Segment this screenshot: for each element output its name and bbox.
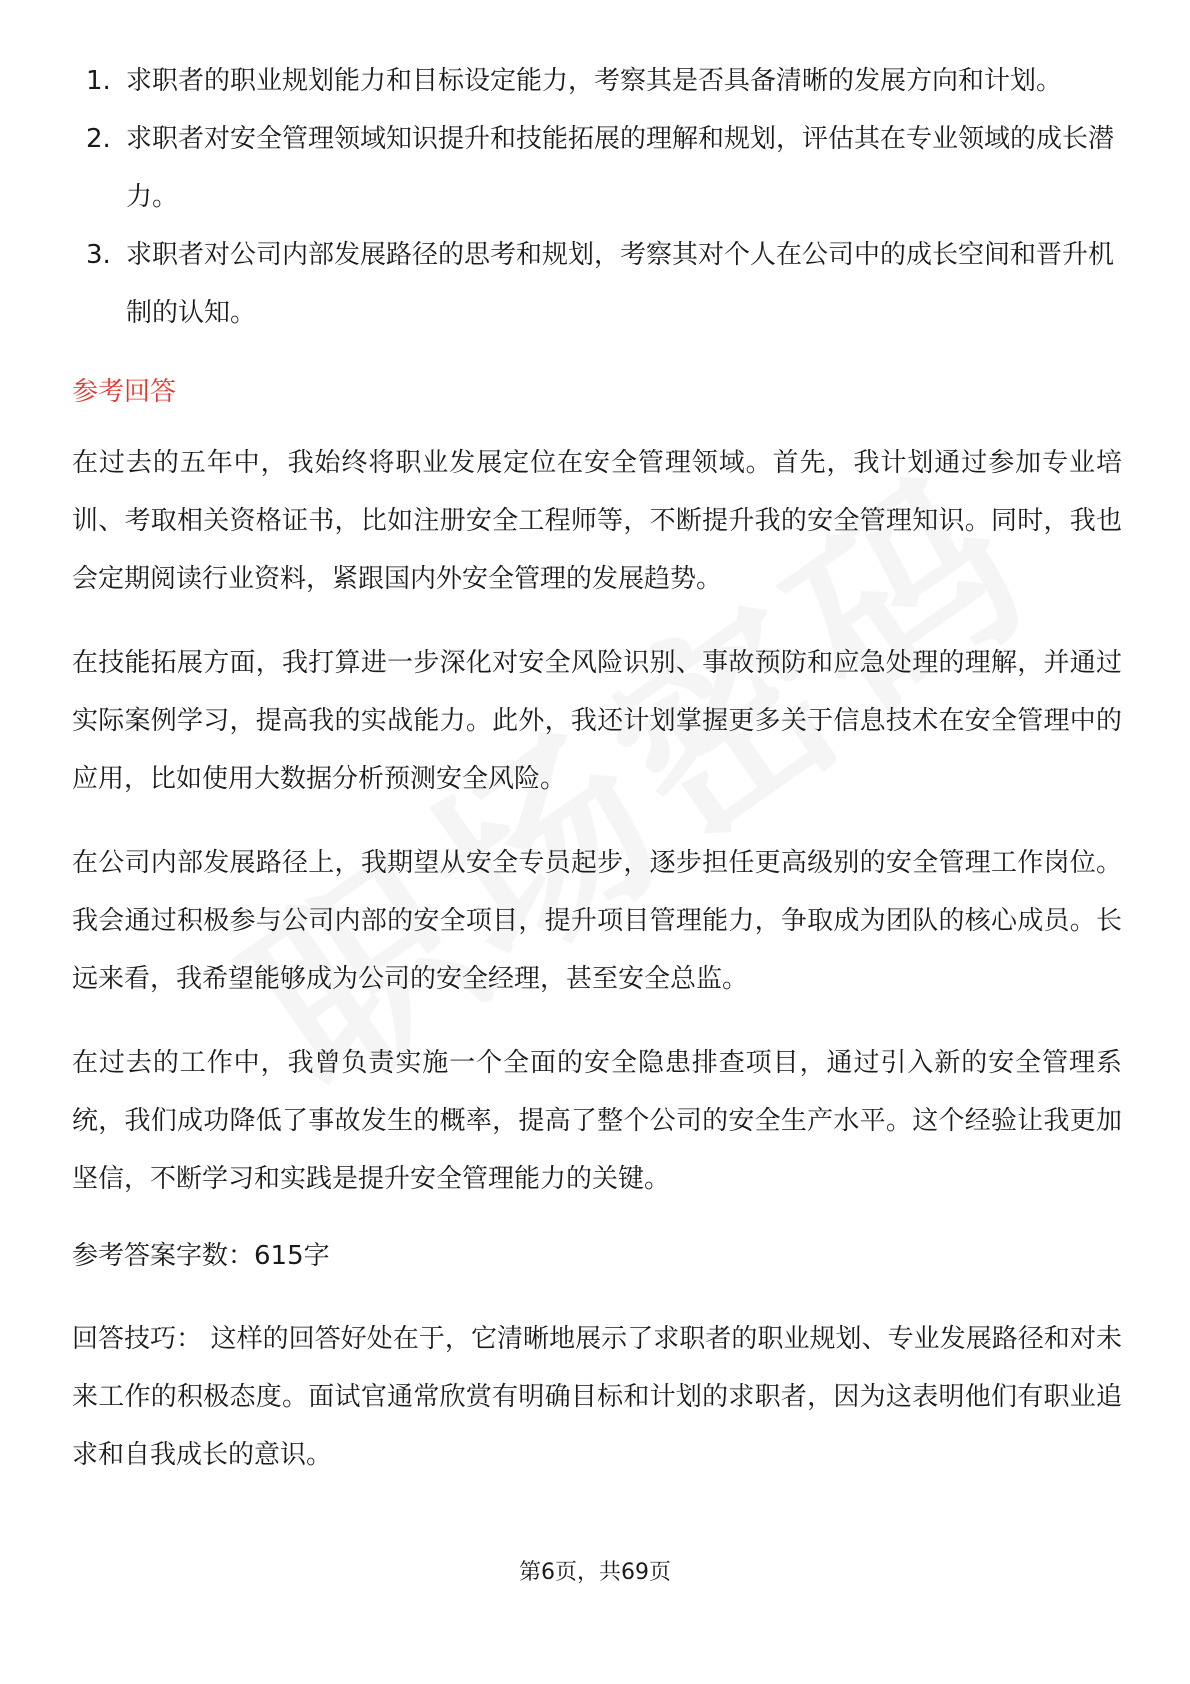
- list-item-number: 1.: [86, 66, 111, 96]
- page-number-footer: 第6页，共69页: [519, 1560, 671, 1585]
- answer-paragraph: 在过去的工作中，我曾负责实施一个全面的安全隐患排查项目，通过引入新的安全管理系统，我们成功降低了事故发生的概率，提高了整个公司的安全生产水平。这个经验让我更加坚信，不断学习和实践是提升安全管理能力的关键。: [72, 1048, 1122, 1194]
- answer-paragraph: 在技能拓展方面，我打算进一步深化对安全风险识别、事故预防和应急处理的理解，并通过实际案例学习，提高我的实战能力。此外，我还计划掌握更多关于信息技术在安全管理中的应用，比如使用大数据分析预测安全风险。: [72, 648, 1122, 794]
- list-item-number: 3.: [86, 240, 111, 270]
- list-item-text: 求职者对公司内部发展路径的思考和规划，考察其对个人在公司中的成长空间和晋升机制的认知。: [126, 240, 1115, 328]
- answer-paragraph: 在过去的五年中，我始终将职业发展定位在安全管理领域。首先，我计划通过参加专业培训、考取相关资格证书，比如注册安全工程师等，不断提升我的安全管理知识。同时，我也会定期阅读行业资料，紧跟国内外安全管理的发展趋势。: [72, 448, 1122, 594]
- answer-paragraph: 在公司内部发展路径上，我期望从安全专员起步，逐步担任更高级别的安全管理工作岗位。我会通过积极参与公司内部的安全项目，提升项目管理能力，争取成为团队的核心成员。长远来看，我希望能够成为公司的安全经理，甚至安全总监。: [72, 848, 1122, 994]
- list-item: [72, 52, 1122, 110]
- list-item-number: 2.: [86, 124, 111, 154]
- list-item: [72, 110, 1122, 226]
- answer-section-title: 参考回答: [72, 377, 177, 407]
- page-content: [72, 52, 1122, 1510]
- answer-tips: 回答技巧： 这样的回答好处在于，它清晰地展示了求职者的职业规划、专业发展路径和对未来工作的积极态度。面试官通常欣赏有明确目标和计划的求职者，因为这表明他们有职业追求和自我成长的意识。: [72, 1324, 1122, 1470]
- word-count: 参考答案字数：615字: [72, 1241, 330, 1271]
- list-item: [72, 226, 1122, 342]
- list-item-text: 求职者的职业规划能力和目标设定能力，考察其是否具备清晰的发展方向和计划。: [126, 66, 1063, 96]
- list-item-text: 求职者对安全管理领域知识提升和技能拓展的理解和规划，评估其在专业领域的成长潜力。: [126, 124, 1115, 212]
- criteria-list: [72, 52, 1122, 342]
